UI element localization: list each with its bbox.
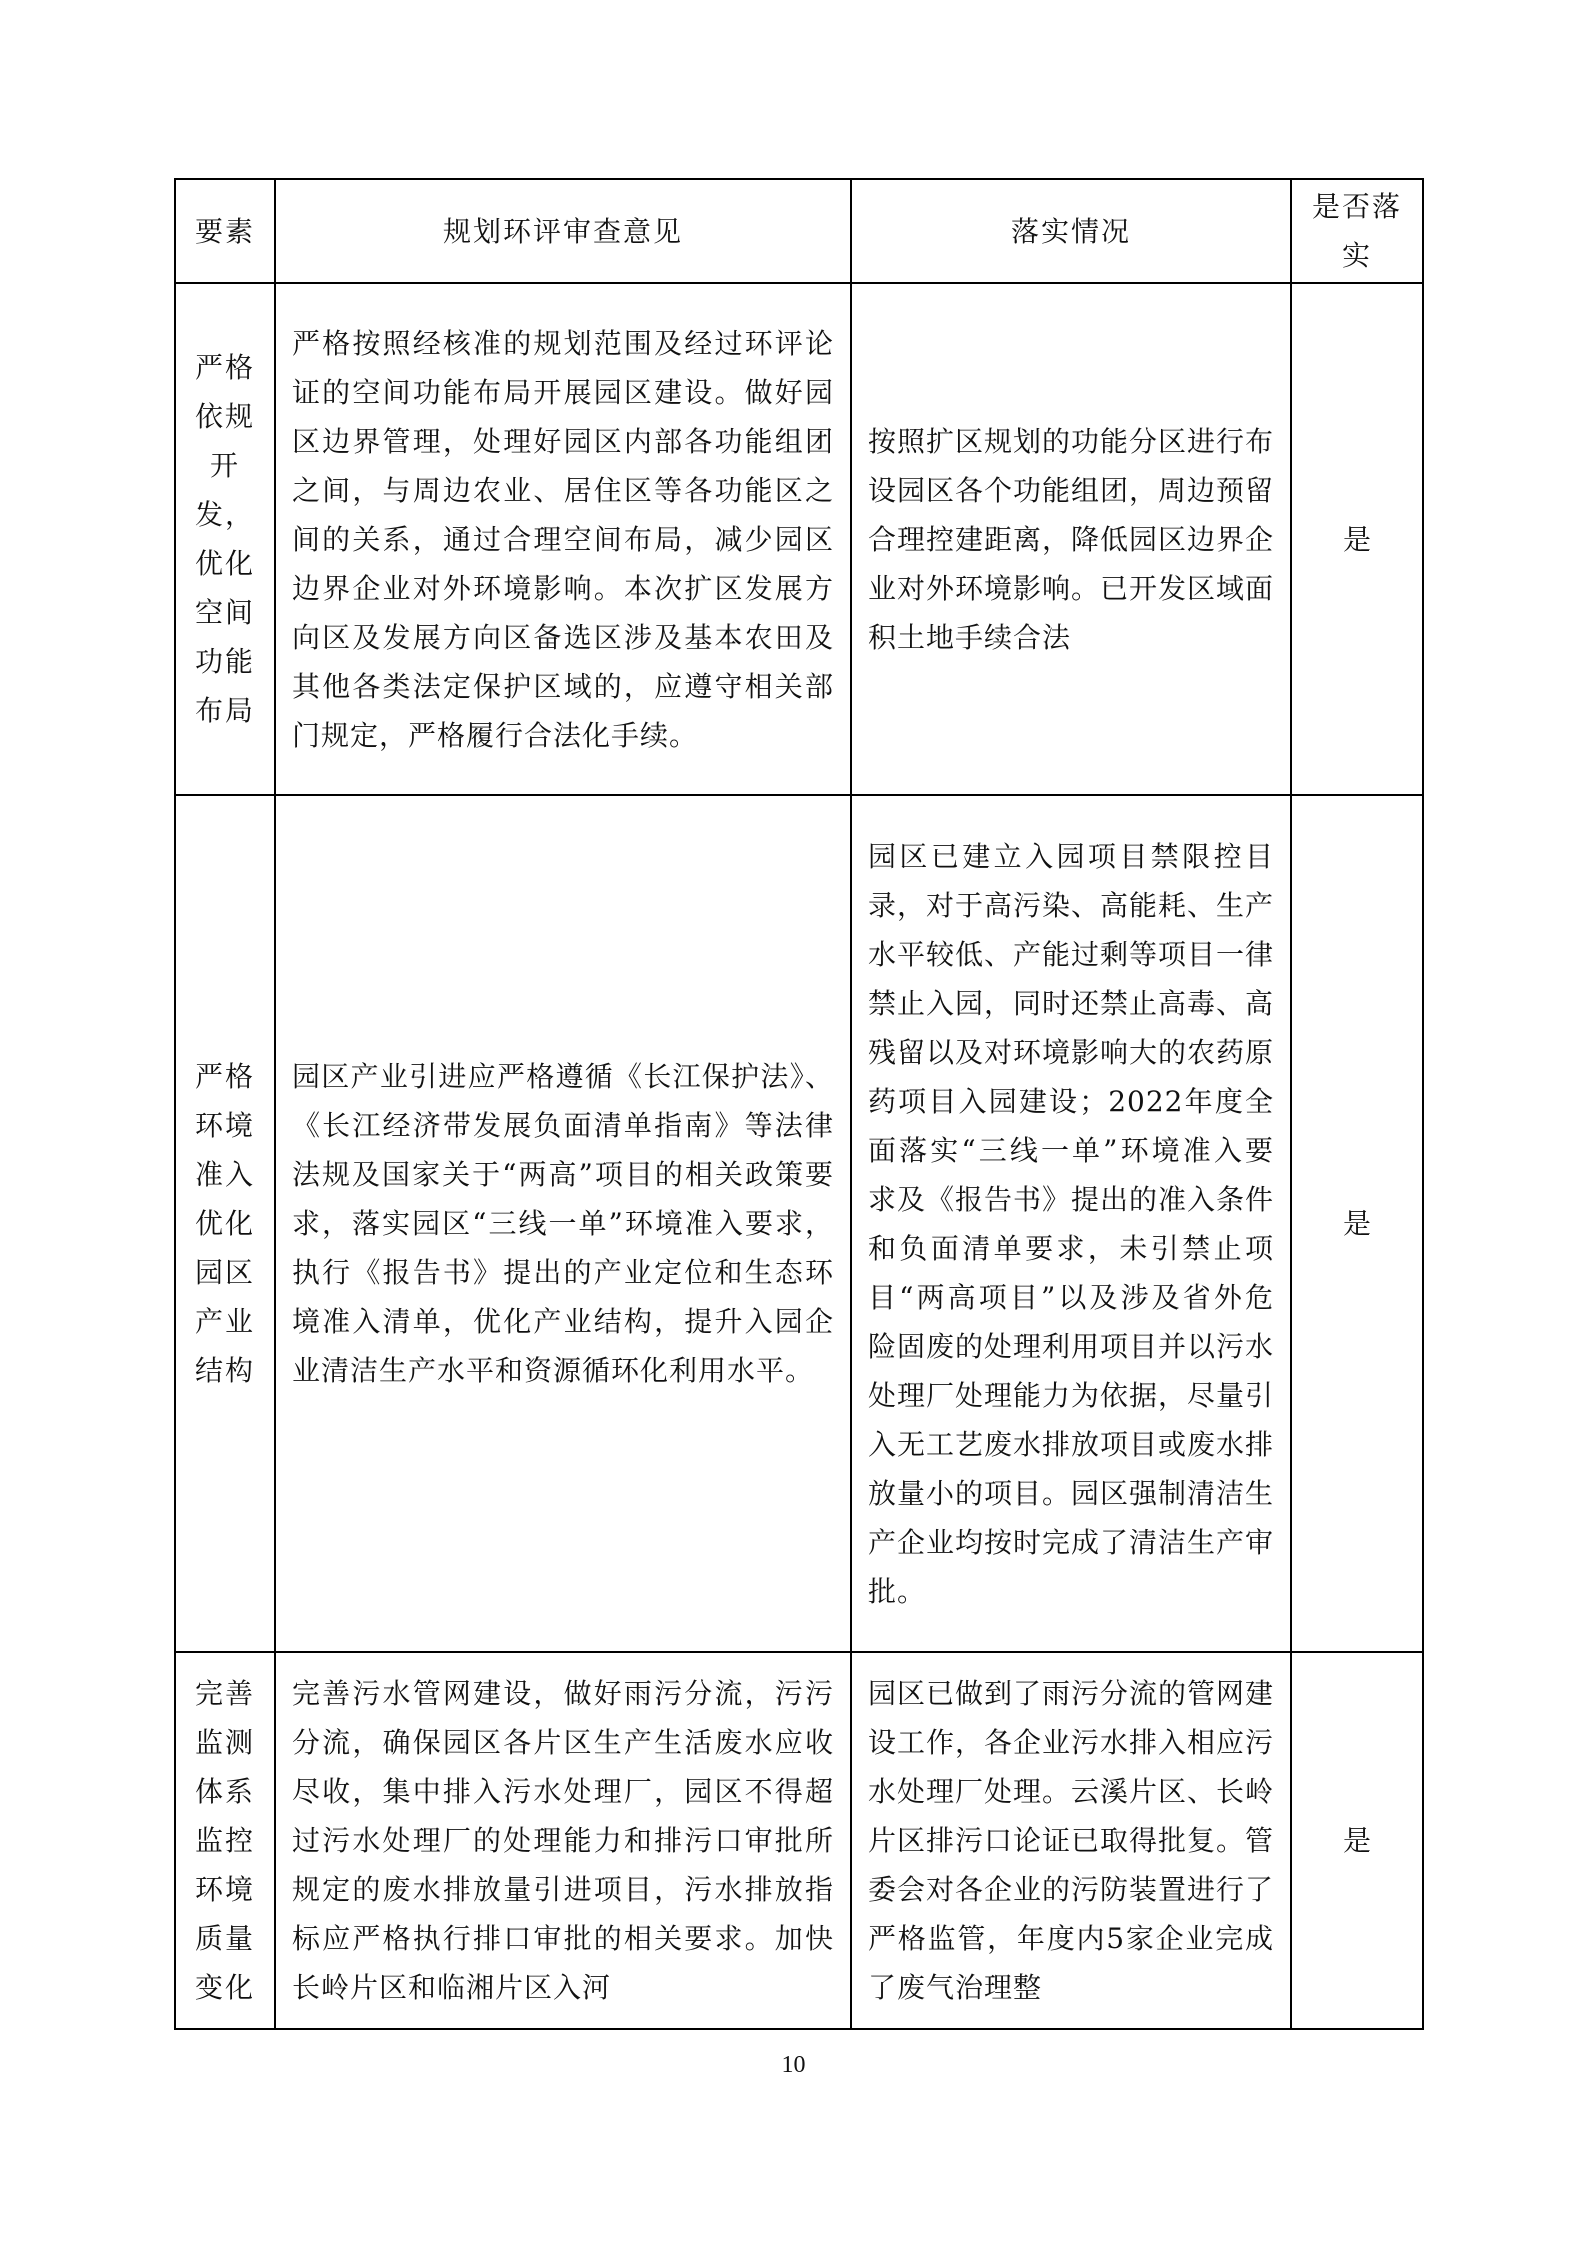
review-table xyxy=(174,178,1424,2030)
opinion-cell: 园区产业引进应严格遵循《长江保护法》、《长江经济带发展负面清单指南》等法律法规及国家关于“两高”项目的相关政策要求，落实园区“三线一单”环境准入要求，执行《报告书》提出的产业定位和生态环境准入清单，优化产业结构，提升入园企业清洁生产水平和资源循环化利用水平。 xyxy=(275,795,851,1652)
implementation-cell: 园区已做到了雨污分流的管网建设工作，各企业污水排入相应污水处理厂处理。云溪片区、长岭片区排污口论证已取得批复。管委会对各企业的污防装置进行了严格监管，年度内5家企业完成了废气治理整 xyxy=(851,1652,1291,2029)
factor-cell: 严格环境准入优化园区产业结构 xyxy=(175,795,275,1652)
table-header-row xyxy=(175,179,1423,283)
implementation-cell: 园区已建立入园项目禁限控目录，对于高污染、高能耗、生产水平较低、产能过剩等项目一律禁止入园，同时还禁止高毒、高残留以及对环境影响大的农药原药项目入园建设；2022年度全面落实“三线一单”环境准入要求及《报告书》提出的准入条件和负面清单要求，未引禁止项目“两高项目”以及涉及省外危险固废的处理利用项目并以污水处理厂处理能力为依据，尽量引入无工艺废水排放项目或废水排放量小的项目。园区强制清洁生产企业均按时完成了清洁生产审批。 xyxy=(851,795,1291,1652)
implemented-cell: 是 xyxy=(1291,283,1423,795)
opinion-cell: 严格按照经核准的规划范围及经过环评论证的空间功能布局开展园区建设。做好园区边界管理，处理好园区内部各功能组团之间，与周边农业、居住区等各功能区之间的关系，通过合理空间布局，减少园区边界企业对外环境影响。本次扩区发展方向区及发展方向区备选区涉及基本农田及其他各类法定保护区域的，应遵守相关部门规定，严格履行合法化手续。 xyxy=(275,283,851,795)
header-implementation: 落实情况 xyxy=(851,179,1291,283)
header-opinion: 规划环评审查意见 xyxy=(275,179,851,283)
implemented-cell: 是 xyxy=(1291,795,1423,1652)
implementation-cell: 按照扩区规划的功能分区进行布设园区各个功能组团，周边预留合理控建距离，降低园区边界企业对外环境影响。已开发区域面积土地手续合法 xyxy=(851,283,1291,795)
table-row xyxy=(175,283,1423,795)
header-factor: 要素 xyxy=(175,179,275,283)
implemented-cell: 是 xyxy=(1291,1652,1423,2029)
table-row xyxy=(175,1652,1423,2029)
opinion-cell: 完善污水管网建设，做好雨污分流，污污分流，确保园区各片区生产生活废水应收尽收，集中排入污水处理厂，园区不得超过污水处理厂的处理能力和排污口审批所规定的废水排放量引进项目，污水排放指标应严格执行排口审批的相关要求。加快长岭片区和临湘片区入河 xyxy=(275,1652,851,2029)
header-implemented: 是否落实 xyxy=(1291,179,1423,283)
factor-cell: 严格依规开发，优化空间功能布局 xyxy=(175,283,275,795)
factor-cell: 完善监测体系监控环境质量变化 xyxy=(175,1652,275,2029)
table-row xyxy=(175,795,1423,1652)
page-number: 10 xyxy=(781,2052,806,2078)
